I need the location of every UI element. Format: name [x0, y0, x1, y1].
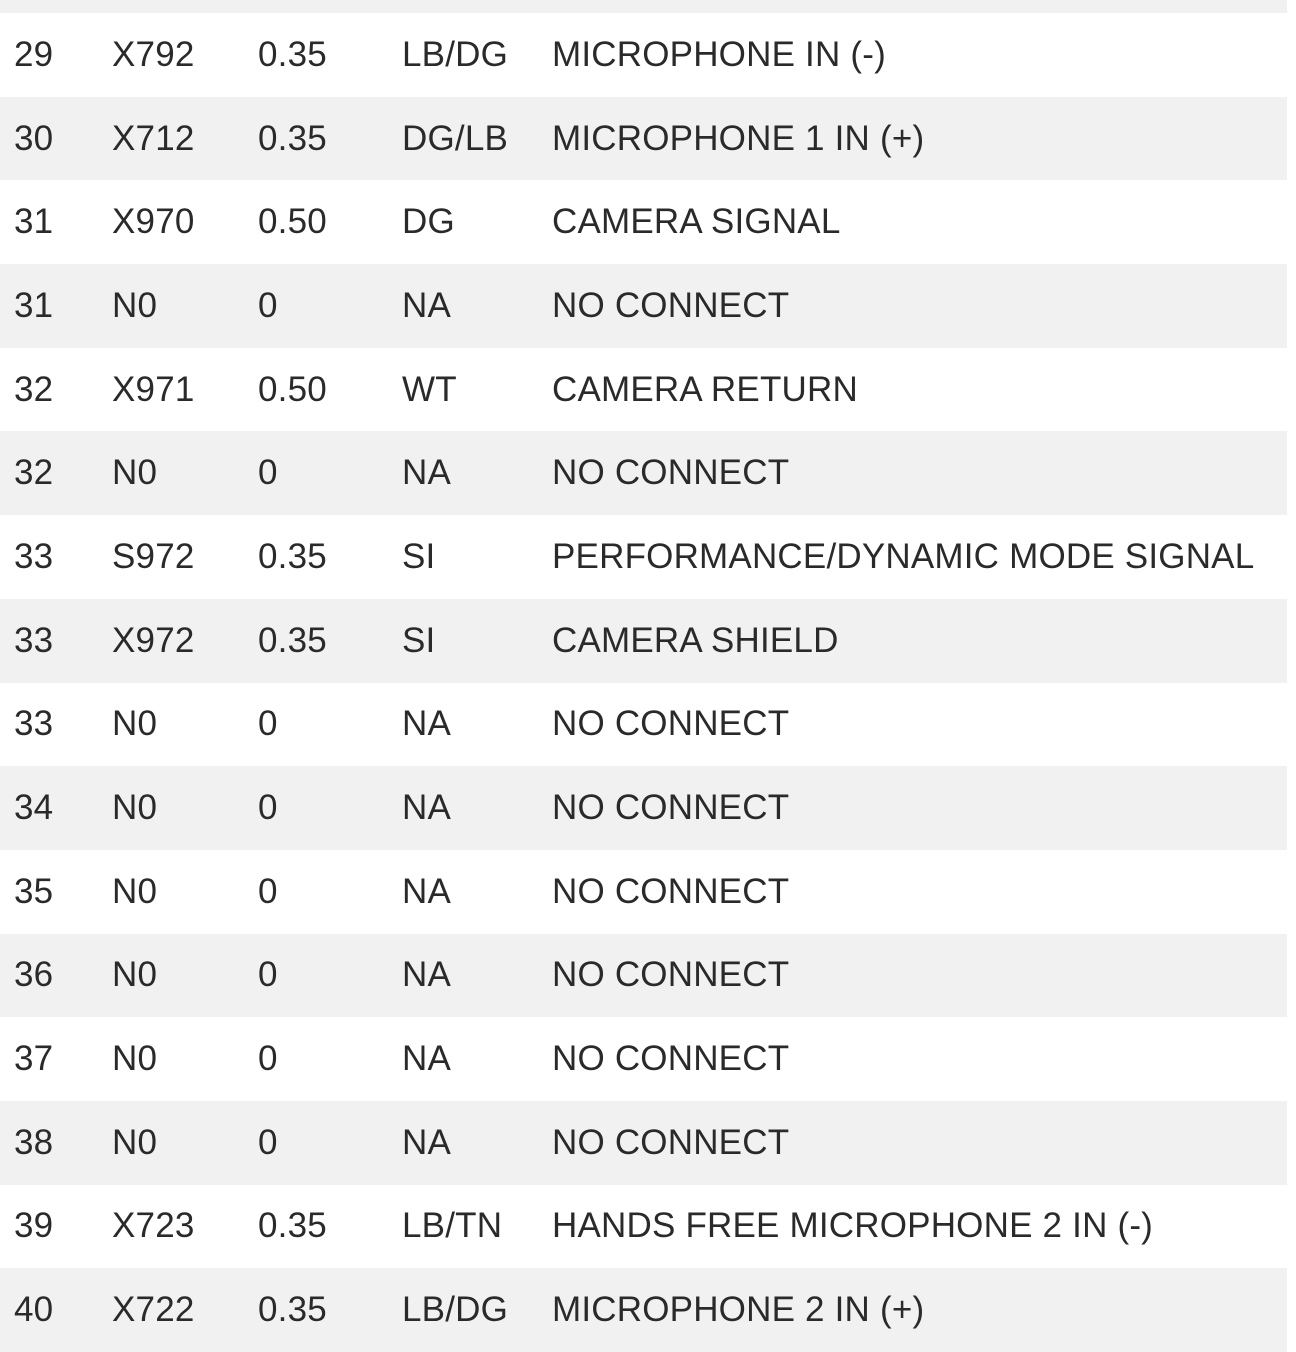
- function-cell: CAMERA SHIELD: [552, 620, 839, 660]
- table-row: [0, 515, 1287, 599]
- circuit-cell: X722: [112, 1290, 195, 1330]
- circuit-cell: N0: [112, 453, 158, 493]
- wire-color-cell: NA: [402, 453, 452, 493]
- wire-gauge-cell: 0: [258, 453, 278, 493]
- table-row: [0, 431, 1287, 515]
- table-row: [0, 599, 1287, 683]
- wire-color-cell: LB/TN: [402, 1206, 503, 1246]
- function-cell: CAMERA RETURN: [552, 369, 858, 409]
- function-cell: HANDS FREE MICROPHONE 2 IN (-): [552, 1206, 1154, 1246]
- wire-color-cell: DG: [402, 202, 455, 242]
- wire-gauge-cell: 0.50: [258, 369, 327, 409]
- table-row: [0, 348, 1287, 432]
- circuit-cell: N0: [112, 955, 158, 995]
- circuit-cell: X723: [112, 1206, 195, 1246]
- function-cell: MICROPHONE 2 IN (+): [552, 1290, 925, 1330]
- pin-number-cell: 33: [14, 704, 54, 744]
- wire-color-cell: NA: [402, 955, 452, 995]
- pin-number-cell: 31: [14, 202, 54, 242]
- function-cell: NO CONNECT: [552, 1039, 790, 1079]
- table-row: [0, 1268, 1287, 1352]
- wire-gauge-cell: 0.35: [258, 1206, 327, 1246]
- wire-color-cell: NA: [402, 1122, 452, 1162]
- circuit-cell: N0: [112, 1122, 158, 1162]
- circuit-cell: S972: [112, 536, 195, 576]
- function-cell: NO CONNECT: [552, 955, 790, 995]
- function-cell: NO CONNECT: [552, 788, 790, 828]
- circuit-cell: X972: [112, 620, 195, 660]
- function-cell: NO CONNECT: [552, 453, 790, 493]
- pin-number-cell: 34: [14, 788, 54, 828]
- wire-gauge-cell: 0.35: [258, 620, 327, 660]
- circuit-cell: X970: [112, 202, 195, 242]
- circuit-cell: X971: [112, 369, 195, 409]
- wire-color-cell: NA: [402, 285, 452, 325]
- pin-number-cell: 32: [14, 369, 54, 409]
- table-row: [0, 934, 1287, 1018]
- wire-gauge-cell: 0: [258, 955, 278, 995]
- wire-color-cell: DG/LB: [402, 118, 509, 158]
- wire-color-cell: LB/DG: [402, 1290, 509, 1330]
- table-row: [0, 13, 1287, 97]
- table-row: [0, 683, 1287, 767]
- table-top-strip: [0, 0, 1287, 13]
- wire-color-cell: SI: [402, 620, 436, 660]
- pin-number-cell: 30: [14, 118, 54, 158]
- wire-gauge-cell: 0: [258, 1122, 278, 1162]
- circuit-cell: N0: [112, 1039, 158, 1079]
- circuit-cell: N0: [112, 871, 158, 911]
- wire-gauge-cell: 0.35: [258, 1290, 327, 1330]
- table-row: [0, 264, 1287, 348]
- pin-number-cell: 32: [14, 453, 54, 493]
- circuit-cell: N0: [112, 285, 158, 325]
- wire-color-cell: NA: [402, 871, 452, 911]
- pin-number-cell: 38: [14, 1122, 54, 1162]
- wire-color-cell: NA: [402, 1039, 452, 1079]
- wire-color-cell: NA: [402, 704, 452, 744]
- function-cell: NO CONNECT: [552, 1122, 790, 1162]
- wire-gauge-cell: 0: [258, 704, 278, 744]
- wire-gauge-cell: 0.35: [258, 118, 327, 158]
- wire-gauge-cell: 0.35: [258, 34, 327, 74]
- function-cell: MICROPHONE IN (-): [552, 34, 886, 74]
- function-cell: NO CONNECT: [552, 285, 790, 325]
- table-row: [0, 1185, 1287, 1269]
- circuit-cell: N0: [112, 704, 158, 744]
- pin-number-cell: 39: [14, 1206, 54, 1246]
- function-cell: NO CONNECT: [552, 871, 790, 911]
- table-row: [0, 1101, 1287, 1185]
- function-cell: PERFORMANCE/DYNAMIC MODE SIGNAL: [552, 536, 1255, 576]
- pin-number-cell: 37: [14, 1039, 54, 1079]
- wire-color-cell: WT: [402, 369, 457, 409]
- pin-number-cell: 33: [14, 620, 54, 660]
- function-cell: NO CONNECT: [552, 704, 790, 744]
- wire-color-cell: NA: [402, 788, 452, 828]
- pin-number-cell: 33: [14, 536, 54, 576]
- table-row: [0, 1017, 1287, 1101]
- wire-color-cell: LB/DG: [402, 34, 509, 74]
- pin-number-cell: 40: [14, 1290, 54, 1330]
- table-row: [0, 180, 1287, 264]
- wire-gauge-cell: 0: [258, 285, 278, 325]
- function-cell: CAMERA SIGNAL: [552, 202, 841, 242]
- circuit-cell: X792: [112, 34, 195, 74]
- table-row: [0, 97, 1287, 181]
- function-cell: MICROPHONE 1 IN (+): [552, 118, 925, 158]
- wire-gauge-cell: 0: [258, 788, 278, 828]
- pin-number-cell: 31: [14, 285, 54, 325]
- pin-number-cell: 35: [14, 871, 54, 911]
- table-row: [0, 850, 1287, 934]
- circuit-cell: N0: [112, 788, 158, 828]
- table-row: [0, 766, 1287, 850]
- wire-color-cell: SI: [402, 536, 436, 576]
- wire-gauge-cell: 0: [258, 871, 278, 911]
- wire-gauge-cell: 0.35: [258, 536, 327, 576]
- circuit-cell: X712: [112, 118, 195, 158]
- pin-number-cell: 29: [14, 34, 54, 74]
- wire-gauge-cell: 0: [258, 1039, 278, 1079]
- wire-gauge-cell: 0.50: [258, 202, 327, 242]
- pin-number-cell: 36: [14, 955, 54, 995]
